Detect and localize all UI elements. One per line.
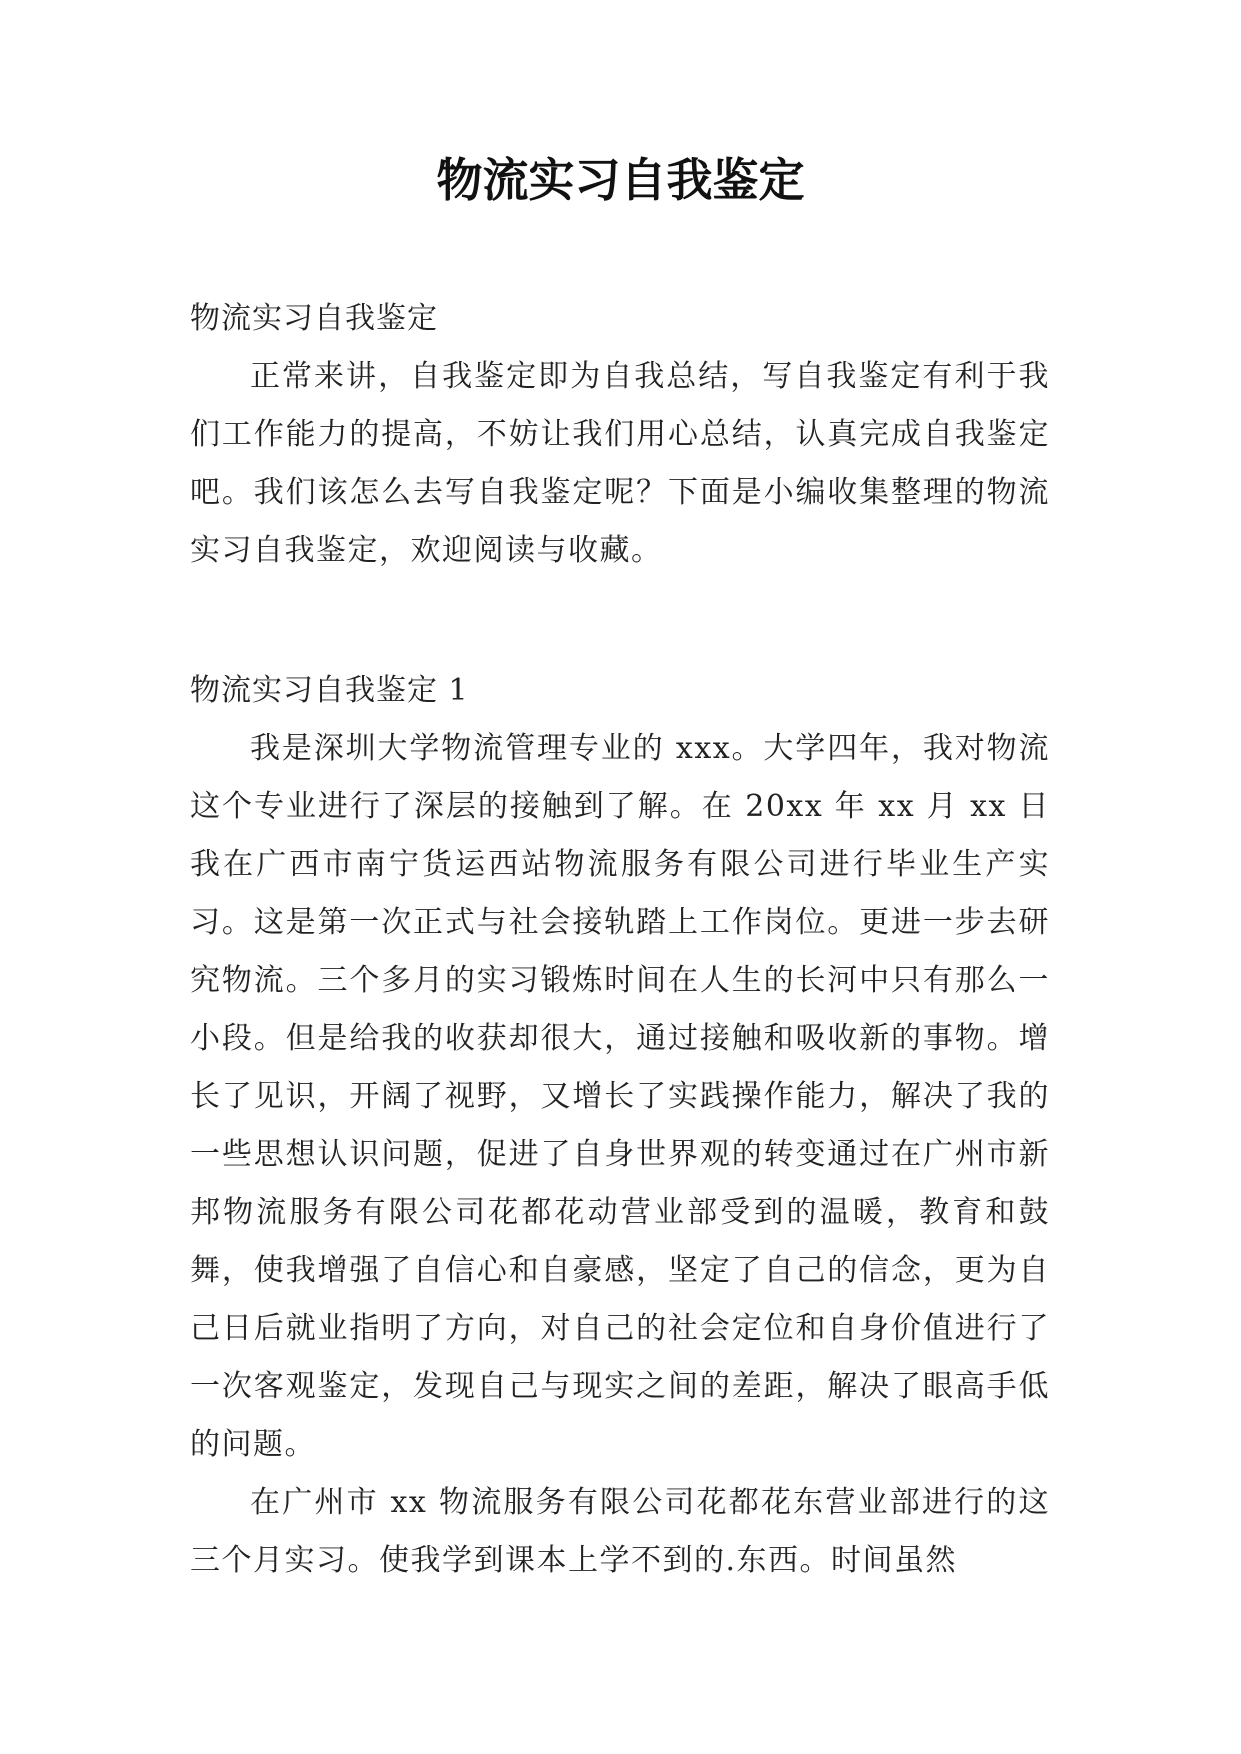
- section1-heading: 物流实习自我鉴定 1: [190, 673, 469, 708]
- section-spacer: [190, 580, 1050, 662]
- section1-paragraph-1: 我是深圳大学物流管理专业的 xxx。大学四年，我对物流这个专业进行了深层的接触到了解。在 20xx 年 xx 月 xx 日我在广西市南宁货运西站物流服务有限公司进行毕业生产实习。这是第一次正式与社会接轨踏上工作岗位。更进一步去研究物流。三个多月的实习锻炼时间在人生的长河中只有那么一小段。但是给我的收获却很大，通过接触和吸收新的事物。增长了见识，开阔了视野，又增长了实践操作能力，解决了我的一些思想认识问题，促进了自身世界观的转变通过在广州市新邦物流服务有限公司花都花动营业部受到的温暖，教育和鼓舞，使我增强了自信心和自豪感，坚定了自己的信念，更为自己日后就业指明了方向，对自己的社会定位和自身价值进行了一次客观鉴定，发现自己与现实之间的差距，解决了眼高手低的问题。: [190, 731, 1050, 1462]
- document-title: 物流实习自我鉴定: [436, 153, 805, 207]
- section1-paragraph-2: 在广州市 xx 物流服务有限公司花都花东营业部进行的这三个月实习。使我学到课本上学不到的.东西。时间虽然: [190, 1485, 1050, 1578]
- intro-heading: 物流实习自我鉴定: [190, 301, 438, 336]
- intro-paragraph: 正常来讲，自我鉴定即为自我总结，写自我鉴定有利于我们工作能力的提高，不妨让我们用心总结，认真完成自我鉴定吧。我们该怎么去写自我鉴定呢？下面是小编收集整理的物流实习自我鉴定，欢迎阅读与收藏。: [190, 359, 1050, 568]
- document-body: [190, 290, 1050, 1590]
